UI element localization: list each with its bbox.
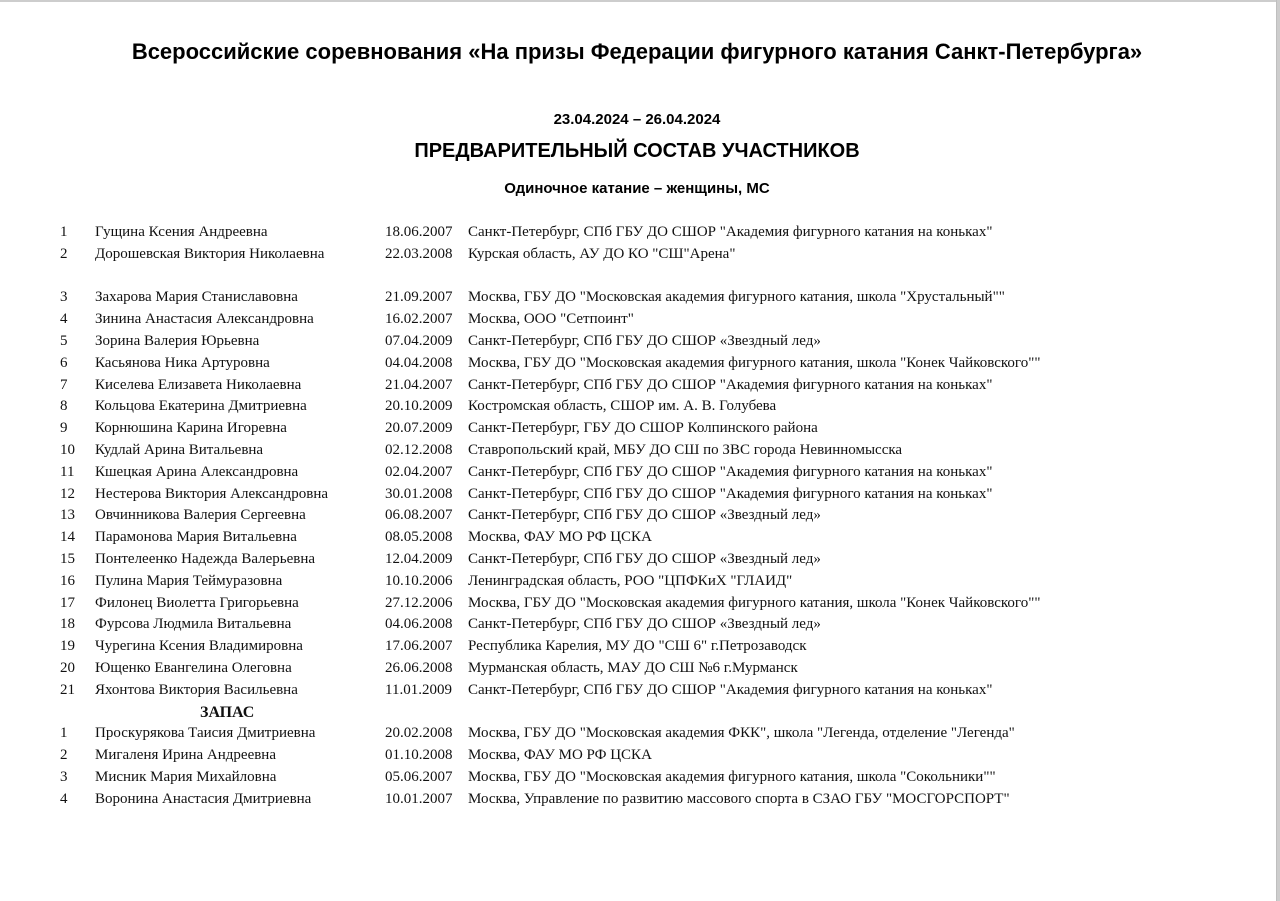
participant-row xyxy=(60,636,1250,658)
participant-name: Зорина Валерия Юрьевна xyxy=(95,332,260,349)
birth-date: 17.06.2007 xyxy=(385,638,453,655)
affiliation: Москва, Управление по развитию массового спорта в СЗАО ГБУ "МОСГОРСПОРТ" xyxy=(468,790,1010,807)
participant-name: Филонец Виолетта Григорьевна xyxy=(95,594,299,611)
participant-name: Яхонтова Виктория Васильевна xyxy=(95,681,298,698)
participant-name: Мигаленя Ирина Андреевна xyxy=(95,747,276,764)
row-number: 17 xyxy=(60,594,75,611)
affiliation: Санкт-Петербург, СПб ГБУ ДО СШОР «Звездный лед» xyxy=(468,507,821,524)
affiliation: Ставропольский край, МБУ ДО СШ по ЗВС города Невинномысска xyxy=(468,441,903,458)
row-number: 20 xyxy=(60,659,75,676)
participant-name: Проскурякова Таисия Дмитриевна xyxy=(95,725,316,742)
participant-row xyxy=(60,309,1250,331)
page-top-edge xyxy=(0,0,1280,2)
competition-dates: 23.04.2024 – 26.04.2024 xyxy=(553,111,721,128)
birth-date: 12.04.2009 xyxy=(385,550,453,567)
birth-date: 04.06.2008 xyxy=(385,616,453,633)
participant-row xyxy=(60,331,1250,353)
affiliation: Санкт-Петербург, СПб ГБУ ДО СШОР «Звездный лед» xyxy=(468,550,821,567)
participant-row xyxy=(60,396,1250,418)
participant-name: Захарова Мария Станиславовна xyxy=(95,289,298,306)
participant-row xyxy=(60,527,1250,549)
birth-date: 10.10.2006 xyxy=(385,572,453,589)
row-number: 19 xyxy=(60,638,75,655)
row-number: 7 xyxy=(60,376,68,393)
birth-date: 21.09.2007 xyxy=(385,289,453,306)
affiliation: Санкт-Петербург, ГБУ ДО СШОР Колпинского района xyxy=(468,420,818,437)
reserve-row xyxy=(60,767,1250,789)
affiliation: Москва, ФАУ МО РФ ЦСКА xyxy=(468,747,652,764)
birth-date: 04.04.2008 xyxy=(385,354,453,371)
row-number: 6 xyxy=(60,354,68,371)
row-number: 2 xyxy=(60,245,68,262)
row-number: 2 xyxy=(60,747,68,764)
birth-date: 07.04.2009 xyxy=(385,332,453,349)
birth-date: 30.01.2008 xyxy=(385,485,453,502)
birth-date: 18.06.2007 xyxy=(385,224,453,240)
row-number: 10 xyxy=(60,441,75,458)
document-subtitle: ПРЕДВАРИТЕЛЬНЫЙ СОСТАВ УЧАСТНИКОВ xyxy=(414,140,860,162)
birth-date: 27.12.2006 xyxy=(385,594,453,611)
participant-name: Кудлай Арина Витальевна xyxy=(95,441,264,458)
row-number: 14 xyxy=(60,529,75,546)
page-right-edge xyxy=(1276,0,1280,901)
birth-date: 22.03.2008 xyxy=(385,245,453,262)
birth-date: 20.07.2009 xyxy=(385,420,453,437)
affiliation: Санкт-Петербург, СПб ГБУ ДО СШОР "Академия фигурного катания на коньках" xyxy=(468,485,993,502)
list-gap xyxy=(60,266,1250,288)
participant-row xyxy=(60,287,1250,309)
participant-name: Гущина Ксения Андреевна xyxy=(95,224,268,240)
birth-date: 20.10.2009 xyxy=(385,398,453,415)
birth-date: 01.10.2008 xyxy=(385,747,453,764)
row-number: 18 xyxy=(60,616,75,633)
participant-name: Фурсова Людмила Витальевна xyxy=(95,616,292,633)
row-number: 11 xyxy=(60,463,75,480)
birth-date: 08.05.2008 xyxy=(385,529,453,546)
participant-name: Овчинникова Валерия Сергеевна xyxy=(95,507,306,524)
row-number: 5 xyxy=(60,332,68,349)
row-number: 9 xyxy=(60,420,68,437)
discipline-heading: Одиночное катание – женщины, МС xyxy=(504,180,770,197)
birth-date: 05.06.2007 xyxy=(385,768,453,785)
affiliation: Москва, ГБУ ДО "Московская академия фигурного катания, школа "Конек Чайковского"" xyxy=(468,354,1041,371)
participant-row xyxy=(60,440,1250,462)
row-number: 4 xyxy=(60,311,68,328)
affiliation: Москва, ГБУ ДО "Московская академия фигурного катания, школа "Хрустальный"" xyxy=(468,289,1005,306)
participant-name: Воронина Анастасия Дмитриевна xyxy=(95,790,312,807)
row-number: 3 xyxy=(60,768,68,785)
affiliation: Москва, ООО "Сетпоинт" xyxy=(468,311,634,328)
affiliation: Москва, ФАУ МО РФ ЦСКА xyxy=(468,529,652,546)
birth-date: 21.04.2007 xyxy=(385,376,453,393)
participant-name: Кольцова Екатерина Дмитриевна xyxy=(95,398,307,415)
participant-name: Дорошевская Виктория Николаевна xyxy=(95,245,325,262)
participant-name: Киселева Елизавета Николаевна xyxy=(95,376,302,393)
birth-date: 02.04.2007 xyxy=(385,463,453,480)
affiliation: Курская область, АУ ДО КО "СШ"Арена" xyxy=(468,245,736,262)
participant-row xyxy=(60,614,1250,636)
row-number: 15 xyxy=(60,550,75,567)
affiliation: Санкт-Петербург, СПб ГБУ ДО СШОР «Звездный лед» xyxy=(468,616,821,633)
participant-row xyxy=(60,484,1250,506)
participant-row xyxy=(60,571,1250,593)
participant-row xyxy=(60,418,1250,440)
participant-row xyxy=(60,375,1250,397)
row-number: 3 xyxy=(60,289,68,306)
row-number: 12 xyxy=(60,485,75,502)
reserve-row xyxy=(60,789,1250,811)
affiliation: Костромская область, СШОР им. А. В. Голубева xyxy=(468,398,777,415)
participant-name: Корнюшина Карина Игоревна xyxy=(95,420,287,437)
affiliation: Санкт-Петербург, СПб ГБУ ДО СШОР "Академия фигурного катания на коньках" xyxy=(468,463,993,480)
affiliation: Санкт-Петербург, СПб ГБУ ДО СШОР "Академия фигурного катания на коньках" xyxy=(468,376,993,393)
participant-name: Нестерова Виктория Александровна xyxy=(95,485,328,502)
reserve-section-heading: ЗАПАС xyxy=(200,703,255,721)
row-number: 16 xyxy=(60,572,75,589)
birth-date: 06.08.2007 xyxy=(385,507,453,524)
participant-row xyxy=(60,593,1250,615)
participant-name: Парамонова Мария Витальевна xyxy=(95,529,297,546)
affiliation: Москва, ГБУ ДО "Московская академия фигурного катания, школа "Конек Чайковского"" xyxy=(468,594,1041,611)
affiliation: Санкт-Петербург, СПб ГБУ ДО СШОР "Академия фигурного катания на коньках" xyxy=(468,681,993,698)
birth-date: 20.02.2008 xyxy=(385,725,453,742)
participant-row xyxy=(60,505,1250,527)
affiliation: Санкт-Петербург, СПб ГБУ ДО СШОР «Звездный лед» xyxy=(468,332,821,349)
row-number: 21 xyxy=(60,681,75,698)
participant-name: Понтелеенко Надежда Валерьевна xyxy=(95,550,316,567)
participant-name: Зинина Анастасия Александровна xyxy=(95,311,314,328)
participants-list xyxy=(60,222,1250,811)
participant-row xyxy=(60,549,1250,571)
participant-row xyxy=(60,353,1250,375)
birth-date: 16.02.2007 xyxy=(385,311,453,328)
row-number: 8 xyxy=(60,398,68,415)
participant-row xyxy=(60,680,1250,702)
affiliation: Москва, ГБУ ДО "Московская академия фигурного катания, школа "Сокольники"" xyxy=(468,768,996,785)
affiliation: Республика Карелия, МУ ДО "СШ 6" г.Петрозаводск xyxy=(468,638,807,655)
row-number: 13 xyxy=(60,507,75,524)
competition-title: Всероссийские соревнования «На призы Федерации фигурного катания Санкт-Петербурга» xyxy=(131,39,1143,64)
participant-name: Кшецкая Арина Александровна xyxy=(95,463,299,480)
participant-name: Мисник Мария Михайловна xyxy=(95,768,277,785)
birth-date: 02.12.2008 xyxy=(385,441,453,458)
reserve-row xyxy=(60,723,1250,745)
birth-date: 11.01.2009 xyxy=(385,681,452,698)
row-number: 1 xyxy=(60,725,68,742)
participant-name: Пулина Мария Теймуразовна xyxy=(95,572,283,589)
affiliation: Санкт-Петербург, СПб ГБУ ДО СШОР "Академия фигурного катания на коньках" xyxy=(468,224,993,240)
participant-row xyxy=(60,244,1250,266)
birth-date: 10.01.2007 xyxy=(385,790,453,807)
participant-name: Касьянова Ника Артуровна xyxy=(95,354,270,371)
participant-name: Чурегина Ксения Владимировна xyxy=(95,638,303,655)
row-number: 4 xyxy=(60,790,68,807)
affiliation: Ленинградская область, РОО "ЦПФКиХ "ГЛАИД" xyxy=(468,572,793,589)
birth-date: 26.06.2008 xyxy=(385,659,453,676)
participant-row xyxy=(60,222,1250,244)
affiliation: Москва, ГБУ ДО "Московская академия ФКК", школа "Легенда, отделение "Легенда" xyxy=(468,725,1015,742)
participant-row xyxy=(60,658,1250,680)
reserve-row xyxy=(60,745,1250,767)
row-number: 1 xyxy=(60,224,68,240)
participant-name: Ющенко Евангелина Олеговна xyxy=(95,659,292,676)
affiliation: Мурманская область, МАУ ДО СШ №6 г.Мурманск xyxy=(468,659,798,676)
participant-row xyxy=(60,462,1250,484)
